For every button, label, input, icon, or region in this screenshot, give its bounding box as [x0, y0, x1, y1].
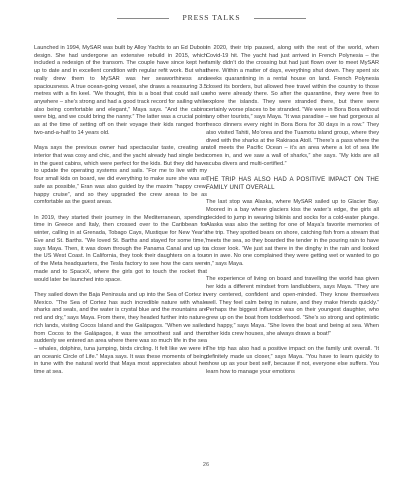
paragraph: In 2020, their trip paused, along with the rest of the world, when Covid-19 hit. The yacht had just arrived in French Polynesia – the family didn’t do the crossing but had just flown over to meet MySAR there. Within a matter of days, everything shut down. They spent six weeks quarantining in a rental house on land. French Polynesia closed its borders, but allowed free travel within the country to those who were already there. So after the quarantine, they were free to explore the islands. They were stranded there, but there were certainly worse places to be stranded. “We were in Bora Bora without any other tourists,” says Maya. “It was paradise – we had gorgeous al fresco dinners every night in Bora Bora for 30 days in a row.” They also visited Tahiti, Mo’orea and the Tuamotu island group, where they dived with the sharks at the Rakiraoa Atoll. “There’s a pass where the atoll meets the Pacific Ocean – it’s an area where a lot of sea life comes in, and we saw a wall of sharks,” she says. “My kids are all scuba divers and multi-certified.”: [206, 45, 379, 167]
paragraph: The trip has also had a positive impact on the family unit overall. “It definitely made us closer,” says Maya. “You have to learn quickly to show up as your best self, because if not, everyone else suffers. You learn how to manage your emotions: [206, 345, 379, 376]
paragraph: The experience of living on board and travelling the world has given her kids a different mindset from landlubbers, says Maya. “They are very centered, confident and open-minded. They know themselves well. They feel calm being in nature, and they make friends quickly.” Perhaps the biggest influence was on their youngest daughter, who grew up on the boat from toddlerhood. “She’s so strong and optimistic and happy,” says Maya. “She loves the boat and being at sea. When other kids crew houses, she always draws a boat!”: [206, 276, 379, 337]
page-number: 26: [202, 462, 210, 468]
header-rule-left: [117, 18, 169, 19]
paragraph: The last stop was Alaska, where MySAR sailed up to Glacier Bay. Moored in a bay where glaciers kiss the water’s edge, the girls all decided to jump in wearing bikinis and socks for a cold-water plunge. Alaska was also the setting for one of Maya’s favorite memories of the trip. They spotted bears on shore, catching fish from a stream that meets the sea, so they boarded the tender in the pouring rain to have a closer look. “We just sat there in the dinghy in the rain and looked on in awe. No one complained they were getting wet or wanted to go in,” says Maya.: [206, 199, 379, 268]
left-column: [34, 45, 207, 377]
section-title: PRESS TALKS: [182, 13, 241, 22]
paragraph: Launched in 1994, MySAR was built by Alloy Yachts to an Ed Dubois design. She had undergone an extensive rebuild in 2015, which included a redesign of the transom. The couple have since kept her up to date and in excellent condition with regular refit work. But what really drew them to MySAR was her seaworthiness and spaciousness. A true ocean-going vessel, she draws a reassuring 3.5 metres with a fin keel. “We thought, this is a boat that could sail us anywhere – she’s strong and had a good track record for sailing while also being comfortable and elegant,” Maya says. “And the cabins were big, and we could bring the nanny.” The latter was a crucial point as at the time of setting off on their voyage their kids ranged from two-and-a-half to 14 years old.: [34, 45, 207, 136]
header-rule-right: [254, 18, 306, 19]
paragraph: They sailed down the Baja Peninsula and up into the Sea of Cortez in Mexico. “The Sea of Cortez has such incredible nature with whale sharks and seals, and the water is crystal blue and the mountains are red and dry,” says Maya. From there, they headed further into nature-rich lands, visiting Cocos Island and the Galápagos. “When we sailed from Cocos to the Galápagos, it was the smoothest sail and then suddenly we entered an area where there was so much life in the sea – whales, dolphins, tuna jumping, birds circling. It felt like we were in an oceanic Circle of Life.” Maya says. It was these moments of being in tune with the natural world that Maya most appreciates about her time at sea.: [34, 291, 207, 376]
pull-quote-heading: THE TRIP HAS ALSO HAD A POSITIVE IMPACT ON THE FAMILY UNIT OVERALL: [206, 176, 379, 191]
section-header: [0, 12, 412, 24]
right-column: [206, 45, 379, 377]
paragraph: Maya says the previous owner had spectacular taste, creating an interior that was cosy and chic, and the yacht already had single beds in the guest cabins, which were perfect for the kids. But they did have to update the operating systems and sails. “For me to live with my four small kids on board, we did everything to make sure she was as safe as possible,” Eran was also guided by the maxim “happy crew, happy cruise”, and so they upgraded the crew areas to be as comfortable as the guest areas.: [34, 145, 207, 206]
paragraph: In 2019, they started their journey in the Mediterranean, spending time in Greece and Italy, then crossed over to the Caribbean for winter, calling in at Grenada, Tobago Cays, Mustique for New Year’s Eve and St. Barths. “We loved St. Barths and stayed for some time,” says Maya. Then, it was down through the Panama Canal and up to the US West Coast. In California, they took their daughters on a tour of the Meta headquarters, the Tesla factory to see how the cars were made and to SpaceX, where the girls got to touch the rocket that would later be launched into space.: [34, 214, 207, 283]
